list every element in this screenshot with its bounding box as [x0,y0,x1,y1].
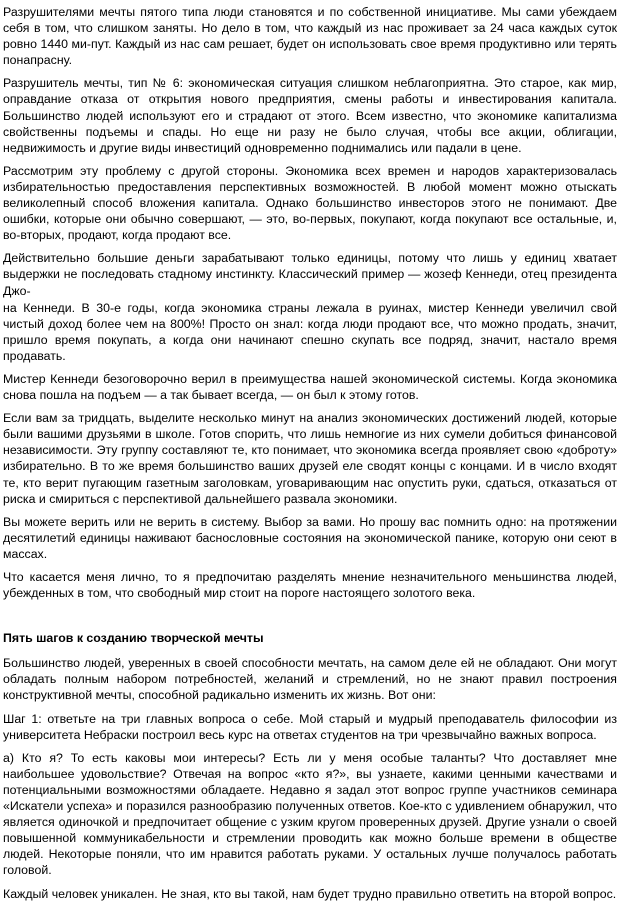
paragraph-over-thirty: Если вам за тридцать, выделите несколько минут на анализ экономических достижений людей, которые были вашими друзьями в школе. Готов спорить, что лишь немногие из них сумели добиться финансовой независимости. Эту группу составляют те, кто понимает, что экономика всегда проявляет свою «доброту» избирательно. В то же время большинство ваших друзей еле сводят концы с концами. И в число входят те, кто верит пугающим газетным заголовкам, уговаривающим нас опустить руки, сдаться, отказаться от риска и смириться с перспективой дальнейшего развала экономики. [3,411,617,506]
paragraph-dream-destroyer-6: Разрушитель мечты, тип № 6: экономическая ситуация слишком неблагоприятна. Это старое, как мир, оправдание отказа от открытия нового предприятия, смены работы и инвестирования капитала. Большинство людей используют его и страдают от этого. Всем известно, что экономике капитализма свойственны подъемы и спады. Но еще ни разу не было случая, чтобы все акции, облигации, недвижимость и другие виды инвестиций одновременно поднимались или падали в цене. [3,76,617,155]
paragraph-kennedy-30s: на Кеннеди. В 30-е годы, когда экономика страны лежала в руинах, мистер Кеннеди увеличил свой чистый доход более чем на 800%! Просто он знал: когда люди продают все, что можно продать, значит, пришло время покупать, а когда они начинают спешно скупать все подряд, значит, настало время продавать. [3,300,617,363]
paragraph-dream-destroyer-5: Разрушителями мечты пятого типа люди становятся и по собственной инициативе. Мы сами убеждаем себя в том, что слишком заняты. Но дело в том, что каждый из нас проживает за 24 часа каждых суток ровно 1440 ми-пут. Каждый из нас сам решает, будет он использовать свое время продуктивно или терять понапрасну. [3,5,617,68]
paragraph-other-side: Рассмотрим эту проблему с другой стороны. Экономика всех времен и народов характеризовалась избирательностью предоставления перспективных возможностей. В любой момент можно отыскать великолепный способ вложения капитала. Однако большинство инвесторов этого не понимают. Две ошибки, которые они обычно совершают, — это, во-первых, покупают, когда покупают все остальные, и, во-вторых, продают, когда продают все. [3,163,617,243]
paragraph-golden-age: Что касается меня лично, то я предпочитаю разделять мнение незначительного меньшинства людей, убежденных в том, что свободный мир стоит на пороге настоящего золотого века. [3,570,617,601]
paragraph-big-money: Действительно большие деньги зарабатывают только единицы, потому что лишь у единиц хватает выдержки не последовать стадному инстинкту. Классический пример — жозеф Кеннеди, отец президента Джо- [3,251,617,298]
paragraph-believe-system: Вы можете верить или не верить в систему. Выбор за вами. Но прошу вас помнить одно: на протяжении десятилетий единицы наживают баснословные состояния на экономической панике, которую они сеют в массах. [3,514,617,561]
section-heading: Пять шагов к созданию творческой мечты [3,631,264,646]
paragraph-most-people: Большинство людей, уверенных в своей способности мечтать, на самом деле ей не обладают. Они могут обладать полным набором потребностей, желаний и стремлений, но не знают правил построения конструктивной мечты, способной радикально изменить их жизнь. Вот они: [3,656,617,703]
paragraph-step-1: Шаг 1: ответьте на три главных вопроса о себе. Мой старый и мудрый преподаватель философии из университета Небраски построил весь курс на ответах студентов на три чрезвычайно важных вопроса. [3,711,617,742]
paragraph-who-am-i: а) Кто я? То есть каковы мои интересы? Есть ли у меня особые таланты? Что доставляет мне наибольшее удовольствие? Отвечая на вопрос «кто я?», вы узнаете, какими ценными качествами и потенциальными возможностями обладаете. Недавно я задал этот вопрос группе участников семинара «Искатели успеха» и поразился разнообразию полученных ответов. Кое-кто с удивлением обнаружил, что является одиночкой и предпочитает общение с узким кругом проверенных друзей. Другие узнали о своей повышенной коммуникабельности и стремлении проводить как можно больше времени в обществе людей. Некоторые поняли, что им нравится работать руками. У остальных лучше получалось работать головой. [3,750,617,878]
paragraph-kennedy-belief: Мистер Кеннеди безоговорочно верил в преимущества нашей экономической системы. Когда экономика снова пошла на подъем — а так бывает всегда, — он был к этому готов. [3,371,617,403]
paragraph-unique: Каждый человек уникален. Не зная, кто вы такой, нам будет трудно правильно ответить на второй вопрос. [3,886,617,901]
